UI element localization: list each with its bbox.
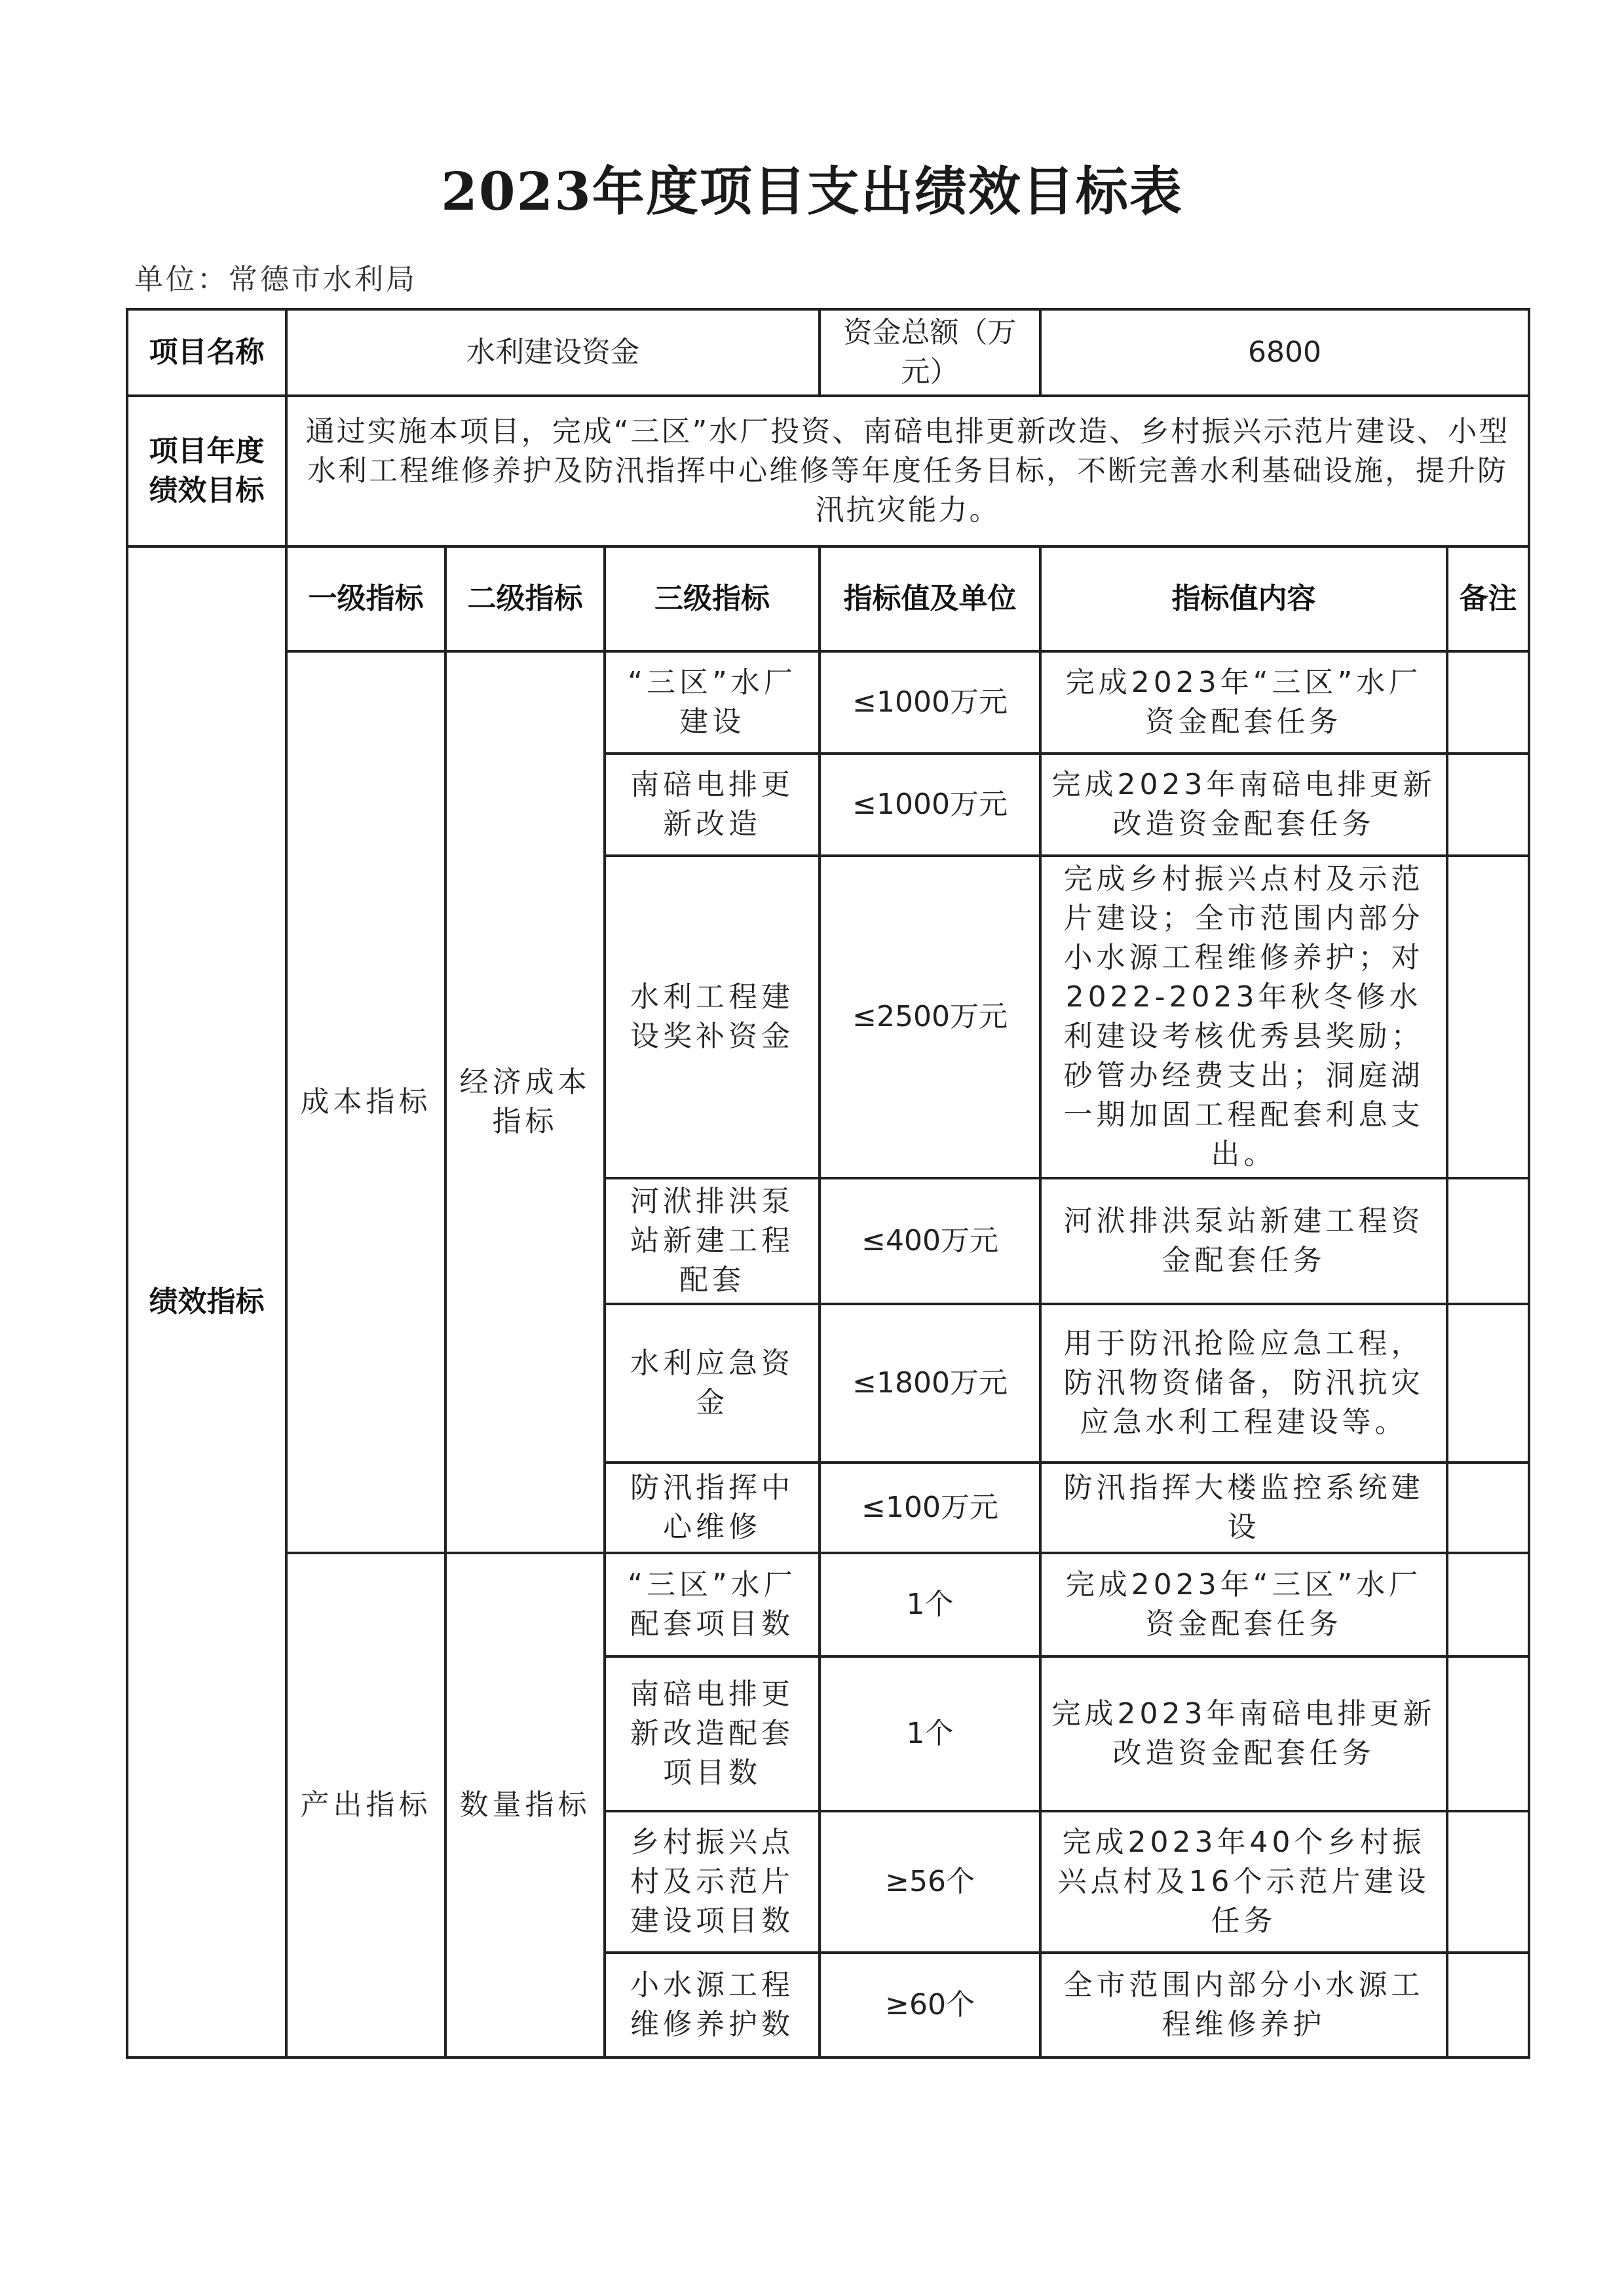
annual-goal-row — [127, 396, 1529, 546]
amount-value: 6800 — [1040, 309, 1529, 396]
value-cell: ≤100万元 — [820, 1463, 1040, 1553]
page-title: 2023年度项目支出绩效目标表 — [441, 161, 1183, 222]
value-cell: ≤1800万元 — [820, 1304, 1040, 1463]
unit-label: 单位：常德市水利局 — [134, 263, 417, 296]
content-cell: 完成2023年40个乡村振兴点村及16个示范片建设任务 — [1040, 1811, 1447, 1953]
level3-cell: 水利应急资金 — [605, 1304, 820, 1463]
header-level3: 三级指标 — [605, 546, 820, 651]
value-cell: ≤1000万元 — [820, 754, 1040, 856]
content-cell: 完成2023年南碚电排更新改造资金配套任务 — [1040, 754, 1447, 856]
level1-output: 产出指标 — [286, 1553, 445, 2057]
level3-cell: 南碚电排更新改造配套项目数 — [605, 1656, 820, 1811]
level3-cell: 乡村振兴点村及示范片建设项目数 — [605, 1811, 820, 1953]
performance-target-table — [126, 308, 1530, 2059]
note-cell — [1447, 651, 1529, 754]
note-cell — [1447, 856, 1529, 1178]
annual-goal-text: 通过实施本项目，完成“三区”水厂投资、南碚电排更新改造、乡村振兴示范片建设、小型水利工程维修养护及防汛指挥中心维修等年度任务目标，不断完善水利基础设施，提升防汛抗灾能力。 — [286, 396, 1529, 546]
value-cell: 1个 — [820, 1656, 1040, 1811]
header-level1: 一级指标 — [286, 546, 445, 651]
level3-cell: 小水源工程维修养护数 — [605, 1953, 820, 2057]
indicator-header-row — [127, 546, 1529, 651]
project-name-label: 项目名称 — [127, 309, 286, 396]
header-level2: 二级指标 — [445, 546, 605, 651]
value-cell: ≤400万元 — [820, 1178, 1040, 1304]
note-cell — [1447, 1304, 1529, 1463]
content-cell: 完成2023年“三区”水厂资金配套任务 — [1040, 1553, 1447, 1656]
note-cell — [1447, 754, 1529, 856]
table-row — [127, 1553, 1529, 1656]
content-cell: 完成乡村振兴点村及示范片建设；全市范围内部分小水源工程维修养护；对2022-2023年秋冬修水利建设考核优秀县奖励；砂管办经费支出；洞庭湖一期加固工程配套利息支出。 — [1040, 856, 1447, 1178]
value-cell: ≤1000万元 — [820, 651, 1040, 754]
note-cell — [1447, 1811, 1529, 1953]
level2-quantity: 数量指标 — [445, 1553, 605, 2057]
level3-cell: “三区”水厂配套项目数 — [605, 1553, 820, 1656]
header-content: 指标值内容 — [1040, 546, 1447, 651]
project-name-row — [127, 309, 1529, 396]
level2-economic-cost: 经济成本指标 — [445, 651, 605, 1553]
level3-cell: 南碚电排更新改造 — [605, 754, 820, 856]
level1-cost: 成本指标 — [286, 651, 445, 1553]
note-cell — [1447, 1463, 1529, 1553]
content-cell: 完成2023年南碚电排更新改造资金配套任务 — [1040, 1656, 1447, 1811]
content-cell: 完成2023年“三区”水厂资金配套任务 — [1040, 651, 1447, 754]
content-cell: 全市范围内部分小水源工程维修养护 — [1040, 1953, 1447, 2057]
content-cell: 河洑排洪泵站新建工程资金配套任务 — [1040, 1178, 1447, 1304]
amount-label: 资金总额（万元） — [820, 309, 1040, 396]
content-cell: 防汛指挥大楼监控系统建设 — [1040, 1463, 1447, 1553]
level3-cell: 水利工程建设奖补资金 — [605, 856, 820, 1178]
value-cell: ≥60个 — [820, 1953, 1040, 2057]
indicators-section-label: 绩效指标 — [127, 546, 286, 2057]
level3-cell: “三区”水厂建设 — [605, 651, 820, 754]
project-name-value: 水利建设资金 — [286, 309, 820, 396]
value-cell: ≥56个 — [820, 1811, 1040, 1953]
header-value: 指标值及单位 — [820, 546, 1040, 651]
table-row — [127, 651, 1529, 754]
note-cell — [1447, 1953, 1529, 2057]
level3-cell: 河洑排洪泵站新建工程配套 — [605, 1178, 820, 1304]
header-note: 备注 — [1447, 546, 1529, 651]
value-cell: 1个 — [820, 1553, 1040, 1656]
level3-cell: 防汛指挥中心维修 — [605, 1463, 820, 1553]
content-cell: 用于防汛抢险应急工程，防汛物资储备，防汛抗灾应急水利工程建设等。 — [1040, 1304, 1447, 1463]
annual-goal-label: 项目年度绩效目标 — [127, 396, 286, 546]
note-cell — [1447, 1656, 1529, 1811]
note-cell — [1447, 1178, 1529, 1304]
note-cell — [1447, 1553, 1529, 1656]
value-cell: ≤2500万元 — [820, 856, 1040, 1178]
